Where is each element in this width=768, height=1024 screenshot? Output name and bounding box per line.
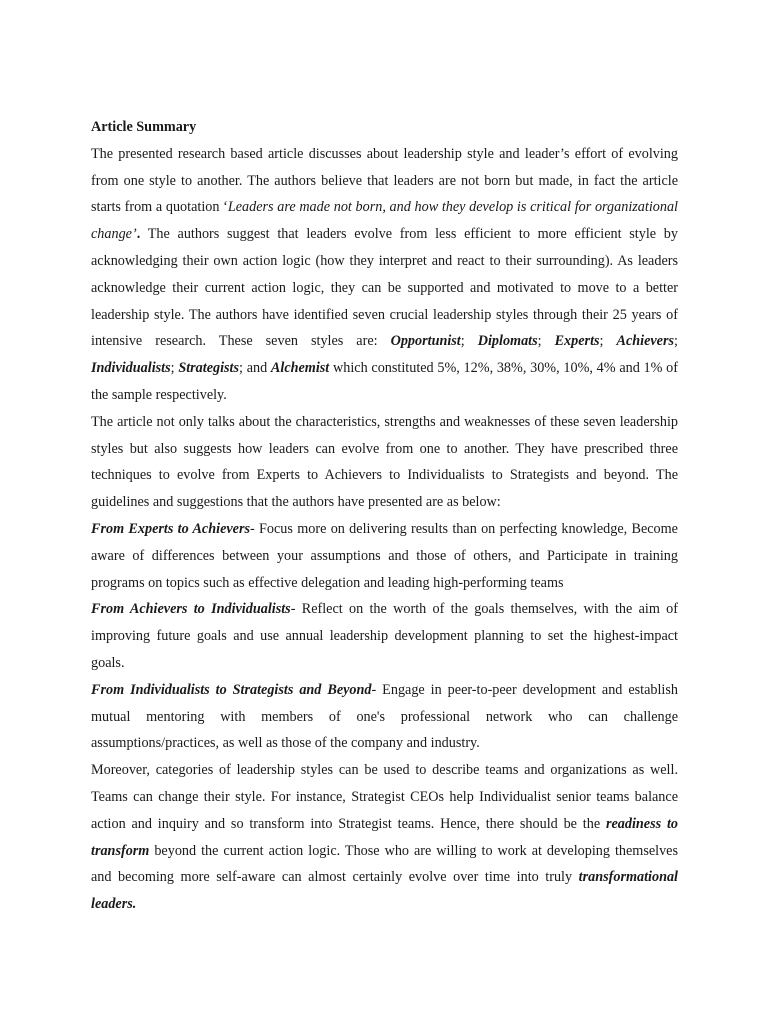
achievers-to-individualists-paragraph [91, 596, 678, 676]
separator: ; [460, 333, 478, 350]
summary-text-continued: The authors suggest that leaders evolve from less efficient to more efficient style by acknowledging their own action logic (how they interpret and react to their surrounding). As leaders acknowledge their current action logic, they can be supported and motivated to move to a better leadership style. The authors have identified seven crucial leadership styles through their 25 years of intensive research. These seven styles are: [91, 226, 678, 350]
separator: ; and [239, 360, 271, 377]
style-diplomats: Diplomats [477, 333, 538, 350]
quote-open-mark: ‘ [223, 199, 228, 216]
style-alchemist: Alchemist [270, 360, 330, 377]
style-opportunist: Opportunist [390, 333, 461, 350]
style-achievers: Achievers [616, 333, 675, 350]
separator: ; [674, 333, 678, 350]
quotation: Leaders are made not born, and how they develop is critical for organizational change’ [91, 199, 678, 243]
article-body [91, 114, 678, 918]
conclusion-text: Moreover, categories of leadership styles can be used to describe teams and organizations as well. Teams can change their style. For instance, Strategist CEOs help Individualist senior teams balance action and inquiry and so transform into Strategist teams. Hence, there should be the [91, 762, 678, 832]
separator: ; [537, 333, 555, 350]
separator: ; [599, 333, 617, 350]
quote-period: . [136, 226, 141, 243]
percentages-text: which constituted 5%, 12%, 38%, 30%, 10%, 4% and 1% of the sample respectively. [91, 360, 678, 403]
style-strategists: Strategists [178, 360, 240, 377]
techniques-paragraph: The article not only talks about the characteristics, strengths and weaknesses of these seven leadership styles but also suggests how leaders can evolve from one to another. They have prescribed three techniques to evolve from Experts to Achievers to Individualists to Strategists and beyond. The guidelines and suggestions that the authors have presented are as below: [91, 413, 678, 511]
individualists-to-strategists-text: - Engage in peer-to-peer development and establish mutual mentoring with members of one's professional network who can challenge assumptions/practices, as well as those of the company and industry. [91, 681, 678, 752]
achievers-to-individualists-text: - Reflect on the worth of the goals themselves, with the aim of improving future goals and use annual leadership development planning to set the highest-impact goals. [91, 601, 679, 671]
style-experts: Experts [554, 333, 600, 350]
conclusion-text-continued: beyond the current action logic. Those who are willing to work at developing themselves and becoming more self-aware can almost certainly evolve over time into truly [91, 842, 678, 886]
summary-text: The presented research based article discusses about leadership style and leader’s effort of evolving from one style to another. The authors believe that leaders are not born but made, in fact the article starts from a quotation [91, 145, 678, 216]
individualists-to-strategists-paragraph [91, 677, 678, 757]
conclusion-paragraph [91, 757, 678, 918]
style-individualists: Individualists [91, 360, 171, 377]
achievers-to-individualists-heading: From Achievers to Individualists [91, 601, 291, 618]
separator: ; [170, 360, 179, 377]
individualists-to-strategists-heading: From Individualists to Strategists and Beyond [91, 681, 372, 698]
readiness-emphasis: readiness to transform [91, 815, 678, 859]
summary-paragraph [91, 141, 678, 409]
article-title: Article Summary [91, 119, 197, 135]
experts-to-achievers-heading: From Experts to Achievers [91, 520, 250, 537]
experts-to-achievers-paragraph [91, 516, 678, 596]
transformational-leaders-emphasis: transformational leaders. [91, 869, 678, 913]
experts-to-achievers-text: - Focus more on delivering results than on perfecting knowledge, Become aware of differences between your assumptions and those of others, and Participate in training programs on topics such as effective delegation and leading high-performing teams [91, 520, 678, 591]
